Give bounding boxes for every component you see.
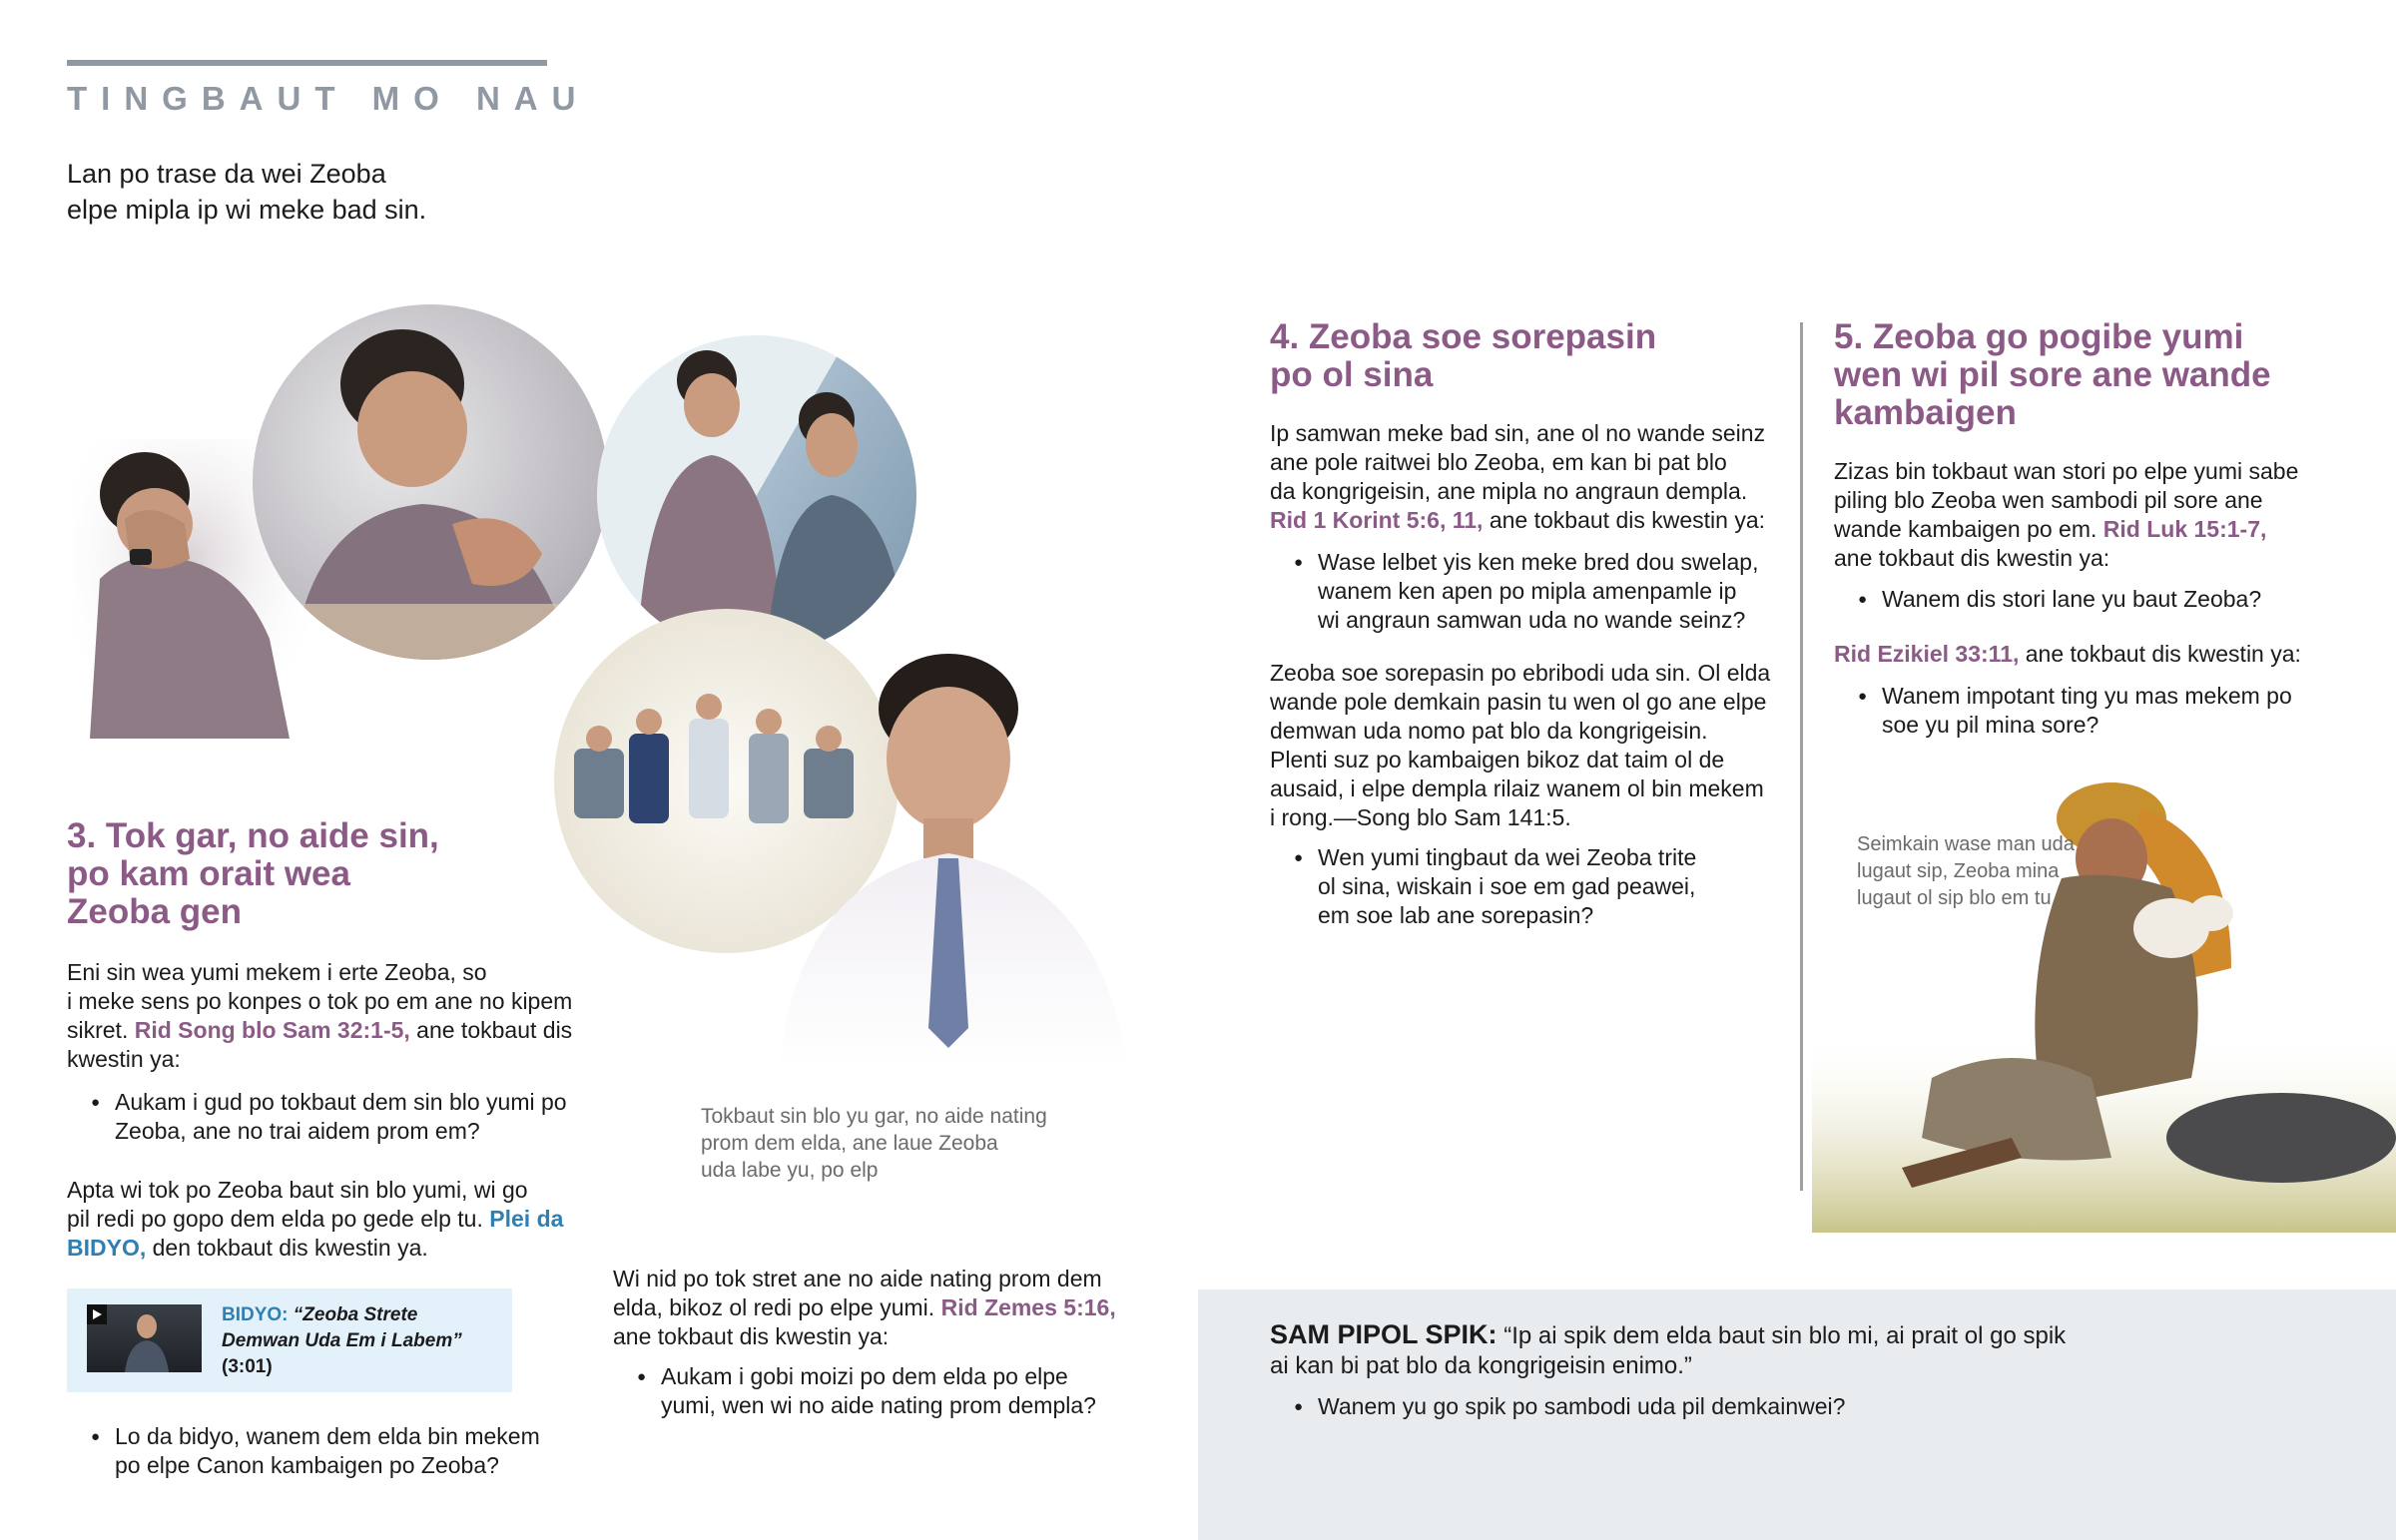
video-duration: (3:01) — [222, 1356, 273, 1377]
list-item — [613, 1362, 1152, 1420]
text-line: ane pole raitwei blo Zeoba, em kan bi pat blo — [1270, 449, 1727, 475]
text-line: piling blo Zeoba wen sambodi pil sore ane — [1834, 487, 2263, 513]
section4-heading — [1270, 318, 1656, 394]
shepherd-caption — [1857, 831, 2075, 912]
testimony-quote — [1270, 1319, 2348, 1381]
text-line: ausaid, i elpe dempla rilaiz wanem ol bin mekem — [1270, 775, 1764, 801]
section3-paragraph2 — [67, 1176, 606, 1263]
text-run: ane tokbaut dis kwestin ya: — [1483, 507, 1766, 533]
text-line: Zeoba soe sorepasin po ebribodi uda sin. Ol elda — [1270, 660, 1771, 686]
video-card[interactable] — [67, 1288, 512, 1392]
text-run: den tokbaut dis kwestin ya. — [146, 1235, 428, 1261]
heading-line: 3. Tok gar, no aide sin, — [67, 816, 439, 855]
middle-paragraph — [613, 1265, 1132, 1351]
scripture-link-ezekiel-33[interactable]: Rid Ezikiel 33:11, — [1834, 641, 2020, 667]
heading-line: po kam orait wea — [67, 854, 350, 893]
text-line: ai kan bi pat blo da kongrigeisin enimo.” — [1270, 1352, 1692, 1379]
text-run: ol sina, wiskain i soe em gad peawei, — [1318, 873, 1696, 899]
caption-line: Seimkain wase man uda — [1857, 833, 2075, 855]
header-rule — [67, 60, 547, 66]
list-item: ● Wanem dis stori lane yu baut Zeoba? — [1834, 585, 2373, 614]
section3-paragraph1 — [67, 958, 586, 1074]
heading-line: 4. Zeoba soe sorepasin — [1270, 317, 1657, 356]
text-line: Zizas bin tokbaut wan stori po elpe yumi sabe — [1834, 458, 2299, 484]
column-divider — [1800, 322, 1803, 1191]
text-line: Eni sin wea yumi mekem i erte Zeoba, so — [67, 959, 487, 985]
scripture-link-james-5[interactable]: Rid Zemes 5:16, — [940, 1294, 1116, 1320]
text-run: ane tokbaut dis — [409, 1017, 573, 1043]
section3-bullet1 — [67, 1088, 606, 1146]
section4-bullet2 — [1270, 843, 1789, 930]
text-line: kwestin ya: — [67, 1046, 181, 1072]
caption-line: Tokbaut sin blo yu gar, no aide nating — [701, 1105, 1047, 1128]
heading-line: po ol sina — [1270, 355, 1434, 394]
text-line: Apta wi tok po Zeoba baut sin blo yumi, wi go — [67, 1177, 528, 1203]
video-info — [222, 1302, 462, 1380]
testimony-label: SAM PIPOL SPIK: — [1270, 1319, 1498, 1349]
text-line — [1270, 1319, 2348, 1351]
text-run: pil redi po gopo dem elda po gede elp tu. — [67, 1206, 490, 1232]
text-run: em soe lab ane sorepasin? — [1318, 902, 1594, 928]
text-line: Plenti suz po kambaigen bikoz dat taim ol de — [1270, 747, 1725, 772]
text-line — [1270, 506, 1789, 535]
list-item — [1834, 682, 2373, 740]
text-line — [1834, 515, 2373, 544]
text-run: Lo da bidyo, wanem dem elda bin mekem — [115, 1423, 540, 1449]
list-item — [67, 1422, 606, 1480]
text-line — [613, 1293, 1132, 1322]
scripture-link-psalm-32[interactable]: Rid Song blo Sam 32:1-5, — [134, 1017, 410, 1043]
intro-line: elpe mipla ip wi meke bad sin. — [67, 195, 427, 225]
text-run: ane tokbaut dis kwestin ya: — [2019, 641, 2301, 667]
heading-line: kambaigen — [1834, 393, 2017, 432]
section5-heading — [1834, 318, 2271, 432]
video-title-line — [222, 1302, 462, 1328]
video-link[interactable]: BIDYO, — [67, 1235, 147, 1261]
illustration-caption — [701, 1103, 1047, 1184]
caption-line: uda labe yu, po elp — [701, 1159, 879, 1182]
text-run: Wen yumi tingbaut da wei Zeoba trite — [1318, 844, 1697, 870]
testimony-box — [1198, 1289, 2396, 1540]
list-item — [67, 1088, 606, 1146]
intro-line: Lan po trase da wei Zeoba — [67, 159, 386, 189]
text-line: i rong.—Song blo Sam 141:5. — [1270, 804, 1571, 830]
text-line: i meke sens po konpes o tok po em ane no kipem — [67, 988, 573, 1014]
text-run: elda, bikoz ol redi po elpe yumi. — [613, 1294, 941, 1320]
section3-bullet2 — [67, 1422, 606, 1480]
text-line — [67, 1205, 606, 1234]
video-thumbnail[interactable] — [87, 1304, 202, 1372]
intro-text — [67, 156, 426, 228]
section4-bullet1 — [1270, 548, 1789, 635]
video-title: Demwan Uda Em i Labem” — [222, 1330, 462, 1351]
text-line: demwan uda nomo pat blo da kongrigeisin. — [1270, 718, 1708, 744]
caption-line: prom dem elda, ane laue Zeoba — [701, 1132, 998, 1155]
text-line: ane tokbaut dis kwestin ya: — [1834, 545, 2110, 571]
heading-line: wen wi pil sore ane wande — [1834, 355, 2271, 394]
section5-paragraph2 — [1834, 640, 2373, 669]
text-run: sikret. — [67, 1017, 135, 1043]
section3-heading — [67, 817, 439, 931]
caption-line: lugaut sip, Zeoba mina — [1857, 860, 2060, 882]
text-run: wanem ken apen po mipla amenpamle ip — [1318, 578, 1737, 604]
text-line — [67, 1234, 606, 1263]
section5-bullet2 — [1834, 682, 2373, 740]
text-run: Aukam i gobi moizi po dem elda po elpe — [661, 1363, 1068, 1389]
text-run: “Ip ai spik dem elda baut sin blo mi, ai prait ol go spik — [1497, 1322, 2067, 1349]
list-item: ● Wanem yu go spik po sambodi uda pil demkainwei? — [1270, 1392, 2348, 1421]
text-line — [67, 1016, 586, 1045]
text-line: da kongrigeisin, ane mipla no angraun dempla. — [1270, 478, 1748, 504]
illustration-smiling-young-man — [759, 649, 1148, 1068]
text-run: Wanem impotant ting yu mas mekem po — [1882, 683, 2292, 709]
section4-paragraph2 — [1270, 659, 1789, 832]
testimony-bullet — [1270, 1392, 2348, 1421]
scripture-link-1-corinthians-5[interactable]: Rid 1 Korint 5:6, 11, — [1270, 507, 1484, 533]
text-line: Wi nid po tok stret ane no aide nating prom dem — [613, 1266, 1102, 1291]
text-run: Wase lelbet yis ken meke bred dou swelap, — [1318, 549, 1759, 575]
heading-line: Zeoba gen — [67, 892, 243, 931]
text-line: Ip samwan meke bad sin, ane ol no wande seinz — [1270, 420, 1766, 446]
text-run: wi angraun samwan uda no wande seinz? — [1318, 607, 1746, 633]
text-run: po elpe Canon kambaigen po Zeoba? — [115, 1452, 499, 1478]
section5-paragraph1 — [1834, 457, 2373, 573]
middle-bullet — [613, 1362, 1152, 1420]
list-item — [1270, 548, 1789, 635]
list-item — [1270, 843, 1789, 930]
illustration-phone-call — [597, 335, 916, 655]
page-title: TINGBAUT MO NAU — [67, 80, 590, 117]
section5-bullet1 — [1834, 585, 2373, 614]
heading-line: 5. Zeoba go pogibe yumi — [1834, 317, 2244, 356]
text-run: yumi, wen wi no aide nating prom dempla? — [661, 1392, 1096, 1418]
illustration-praying-man — [253, 304, 608, 660]
text-run: soe yu pil mina sore? — [1882, 712, 2099, 738]
scripture-link-luke-15[interactable]: Rid Luk 15:1-7, — [2102, 516, 2267, 542]
text-line: ane tokbaut dis kwestin ya: — [613, 1323, 890, 1349]
text-run: wande kambaigen po em. — [1834, 516, 2103, 542]
video-label: BIDYO: — [222, 1304, 289, 1325]
text-line: wande pole demkain pasin tu wen ol go ane elpe — [1270, 689, 1767, 715]
caption-line: lugaut ol sip blo em tu — [1857, 887, 2052, 909]
text-run: Aukam i gud po tokbaut dem sin blo yumi po — [115, 1089, 567, 1115]
section4-paragraph1 — [1270, 419, 1789, 535]
video-title-line — [222, 1328, 462, 1354]
play-video-link[interactable]: Plei da — [489, 1206, 564, 1232]
video-title: “Zeoba Strete — [293, 1304, 418, 1325]
text-run: Zeoba, ane no trai aidem prom em? — [115, 1118, 480, 1144]
